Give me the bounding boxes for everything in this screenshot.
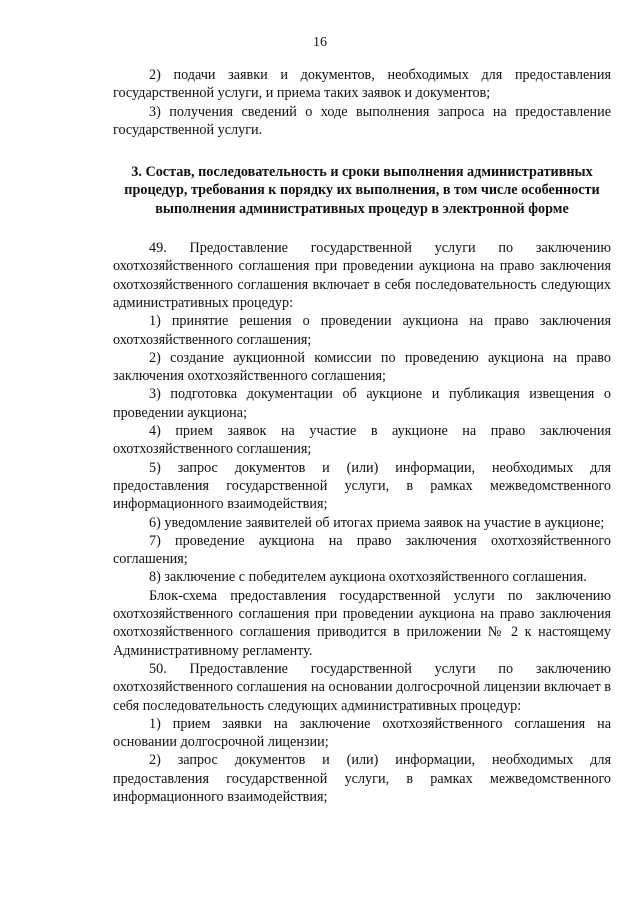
list-item: 1) принятие решения о проведении аукциона на право заключения охотхозяйственного соглашения; <box>113 313 611 348</box>
paragraph-49: 49. Предоставление государственной услуги по заключению охотхозяйственного соглашения при проведении аукциона на право заключения охотхозяйственного соглашения включает в себя последовательность следующих административных процедур: <box>113 240 611 311</box>
list-item: 6) уведомление заявителей об итогах приема заявок на участие в аукционе; <box>149 514 605 531</box>
list-item: 2) создание аукционной комиссии по проведению аукциона на право заключения охотхозяйственного соглашения; <box>113 349 611 385</box>
list-item: 1) прием заявки на заключение охотхозяйственного соглашения на основании долгосрочной лицензии; <box>113 715 611 751</box>
page-number: 16 <box>313 35 327 50</box>
intro-item: 2) подачи заявки и документов, необходимых для предоставления государственной услуги, и приема таких заявок и документов; <box>113 67 611 102</box>
intro-item: 3) получения сведений о ходе выполнения запроса на предоставление государственной услуги. <box>113 103 611 138</box>
list-item: 7) проведение аукциона на право заключения охотхозяйственного соглашения; <box>113 532 611 568</box>
flowchart-reference-paragraph: Блок-схема предоставления государственной услуги по заключению охотхозяйственного соглашения при проведении аукциона на право заключения охотхозяйственного соглашения приводится в приложении № 2 к настоящему Административному регламенту. <box>113 587 611 659</box>
list-item: 3) подготовка документации об аукционе и публикация извещения о проведении аукциона; <box>113 386 611 421</box>
list-item: 4) прием заявок на участие в аукционе на право заключения охотхозяйственного соглашения; <box>113 423 611 458</box>
paragraph-50: 50. Предоставление государственной услуги по заключению охотхозяйственного соглашения на основании долгосрочной лицензии включает в себя последовательность следующих административных процедур: <box>113 660 611 714</box>
list-item: 2) запрос документов и (или) информации, необходимых для предоставления государственной услуги, в рамках межведомственного информационного взаимодействия; <box>113 752 611 805</box>
list-item: 5) запрос документов и (или) информации, необходимых для предоставления государственной услуги, в рамках межведомственного информационного взаимодействия; <box>113 459 611 513</box>
list-item: 8) заключение с победителем аукциона охотхозяйственного соглашения. <box>149 569 587 586</box>
document-body <box>113 66 611 806</box>
section-heading: 3. Состав, последовательность и сроки выполнения административных процедур, требования к порядку их выполнения, в том числе особенности выполнения административных процедур в электронной форме <box>124 164 600 217</box>
